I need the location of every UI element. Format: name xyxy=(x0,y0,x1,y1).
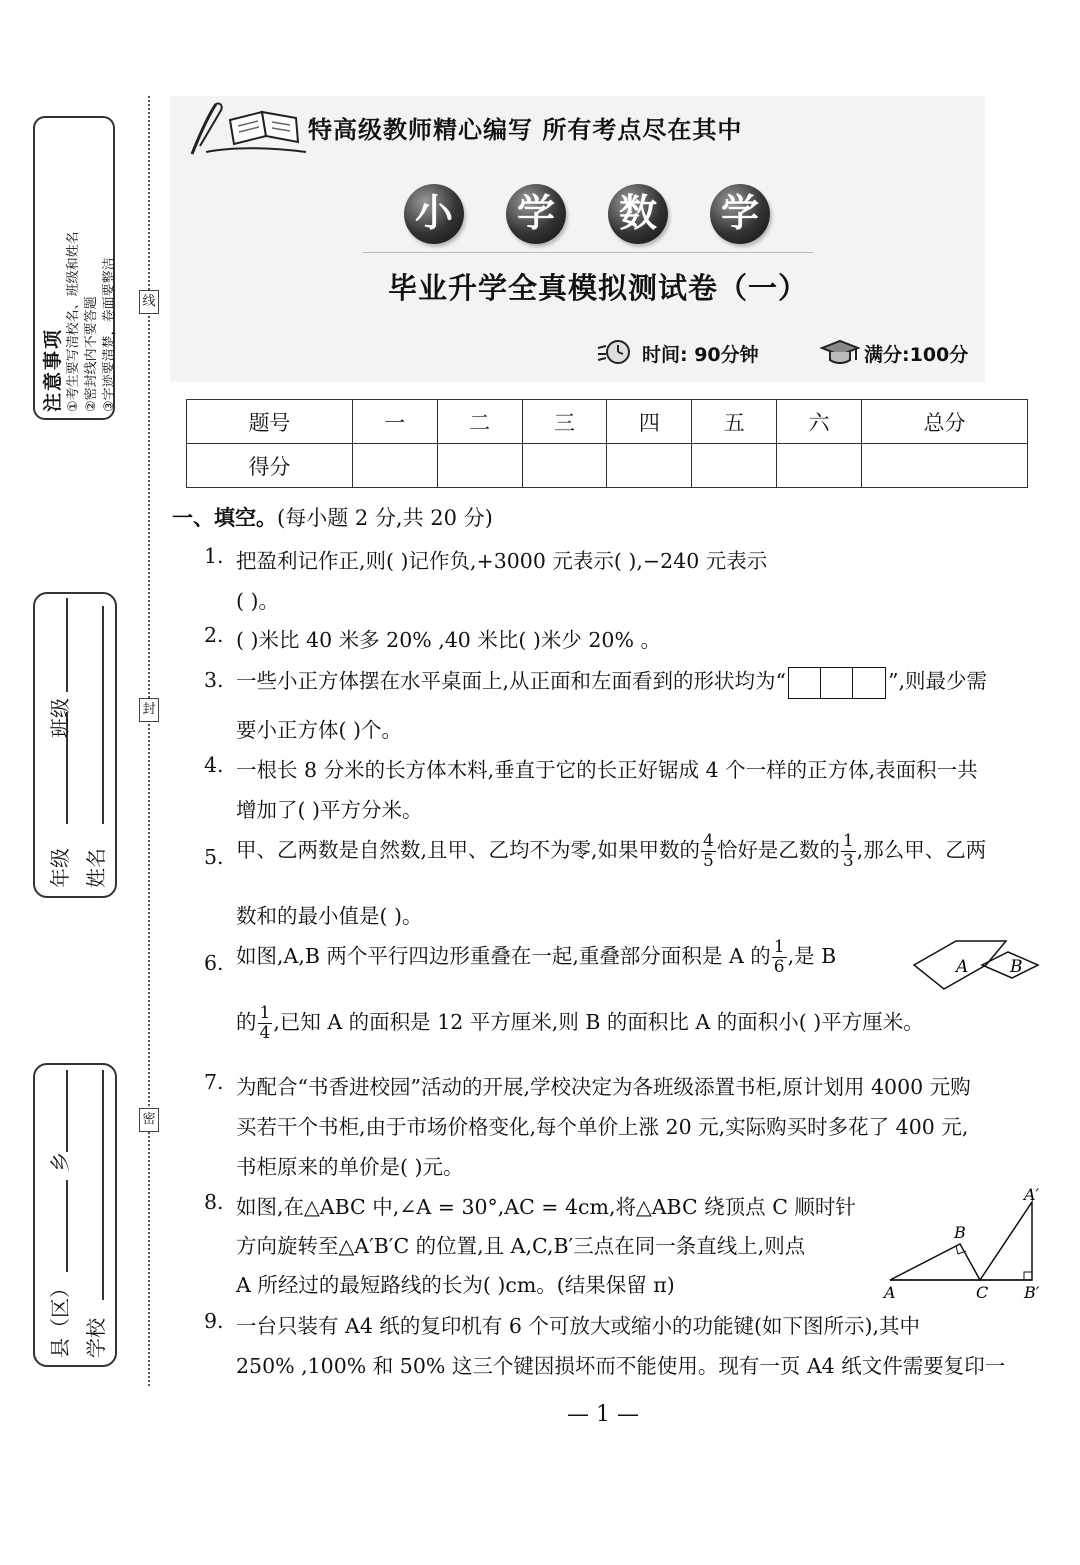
page-number: — 1 — xyxy=(567,1402,639,1427)
q1-line-2: ( )。 xyxy=(236,589,280,613)
notice-item-2: ②密封线内不要答题 xyxy=(84,296,99,412)
class-blank xyxy=(66,598,68,692)
class-label: 班级 xyxy=(48,698,72,738)
score-row-label: 得分 xyxy=(187,444,353,488)
q4-line-2: 增加了( )平方分米。 xyxy=(236,798,423,822)
full-score: 满分:100分 xyxy=(864,344,969,366)
q8-line-1: 如图,在△ABC 中,∠A = 30°,AC = 4cm,将△ABC 绕顶点 C 顺时针 xyxy=(236,1195,856,1219)
q1-number: 1. xyxy=(204,544,224,568)
county-label: 县（区） xyxy=(48,1278,72,1358)
time-limit: 时间: 90分钟 xyxy=(642,344,759,366)
q3-line-2: 要小正方体( )个。 xyxy=(236,718,403,742)
score-table-header: 六 xyxy=(777,400,862,444)
q3-text-a: 一些小正方体摆在水平桌面上,从正面和左面看到的形状均为“ xyxy=(236,669,786,693)
figure-label-a: A xyxy=(956,957,969,977)
q5-text-b: 恰好是乙数的 xyxy=(716,838,840,862)
q7-number: 7. xyxy=(204,1070,224,1094)
q7-line-3: 书柜原来的单价是( )元。 xyxy=(236,1155,464,1179)
q4-line-1: 一根长 8 分米的长方体木料,垂直于它的长正好锯成 4 个一样的正方体,表面积一共 xyxy=(236,758,978,782)
q3-number: 3. xyxy=(204,668,224,692)
q6-text-d: ,已知 A 的面积是 12 平方厘米,则 B 的面积比 A 的面积小( )平方厘米。 xyxy=(273,1010,924,1034)
score-table-header: 三 xyxy=(522,400,607,444)
seal-char-feng: 封 xyxy=(139,698,159,722)
township-label: 乡 xyxy=(48,1152,72,1172)
figure-label-c-vertex: C xyxy=(976,1283,989,1302)
score-cell[interactable] xyxy=(862,444,1028,488)
q8-line-3: A 所经过的最短路线的长为( )cm。(结果保留 π) xyxy=(236,1273,675,1297)
subject-char-3: 数 xyxy=(608,184,668,244)
book-pen-icon xyxy=(186,96,308,160)
score-cell[interactable] xyxy=(437,444,522,488)
figure-label-a-prime: A′ xyxy=(1024,1185,1040,1204)
q3-line-1 xyxy=(236,664,987,699)
q5-text-a: 甲、乙两数是自然数,且甲、乙均不为零,如果甲数的 xyxy=(236,838,701,862)
q9-number: 9. xyxy=(204,1309,224,1333)
notice-item-1: ①考生要写清校名、班级和姓名 xyxy=(66,231,81,412)
score-table-header: 一 xyxy=(352,400,437,444)
q7-line-2: 买若干个书柜,由于市场价格变化,每个单价上涨 20 元,实际购买时多花了 400 元, xyxy=(236,1115,969,1139)
parallelograms-figure xyxy=(910,938,1044,992)
score-table-header: 总分 xyxy=(862,400,1028,444)
school-blank xyxy=(102,1070,104,1300)
three-squares-figure xyxy=(788,667,886,699)
q5-line-2: 数和的最小值是( )。 xyxy=(236,904,423,928)
graduation-cap-icon xyxy=(818,338,862,366)
score-cell[interactable] xyxy=(352,444,437,488)
score-table-score-row xyxy=(187,444,1028,488)
section-1-note: (每小题 2 分,共 20 分) xyxy=(277,506,493,530)
q2-number: 2. xyxy=(204,623,224,647)
figure-label-b-vertex: B xyxy=(954,1223,966,1242)
triangle-rotation-figure xyxy=(880,1184,1050,1302)
q6-line-2 xyxy=(236,1004,924,1043)
figure-label-b-prime: B′ xyxy=(1024,1283,1040,1302)
score-table-header: 五 xyxy=(692,400,777,444)
county-blank xyxy=(66,1180,68,1272)
fraction-4-5: $\frac{4}{5}$ xyxy=(703,831,714,871)
score-table-header: 题号 xyxy=(187,400,353,444)
fraction-1-4: $\frac{1}{4}$ xyxy=(259,1003,271,1043)
clock-icon xyxy=(596,338,636,366)
section-1-heading xyxy=(172,502,493,532)
q7-line-1: 为配合“书香进校园”活动的开展,学校决定为各班级添置书柜,原计划用 4000 元购 xyxy=(236,1075,971,1099)
subject-char-4: 学 xyxy=(710,184,770,244)
subject-char-1: 小 xyxy=(404,184,464,244)
q6-number: 6. xyxy=(204,951,224,975)
notice-title: 注意事项 xyxy=(42,327,64,412)
subject-char-2: 学 xyxy=(506,184,566,244)
q3-text-b: ”,则最少需 xyxy=(888,669,987,693)
seal-char-mi: 密 xyxy=(139,1108,159,1132)
q8-number: 8. xyxy=(204,1190,224,1214)
q9-line-1: 一台只装有 A4 纸的复印机有 6 个可放大或缩小的功能键(如下图所示),其中 xyxy=(236,1314,920,1338)
q6-line-1 xyxy=(236,938,836,977)
q2-line-1: ( )米比 40 米多 20% ,40 米比( )米少 20% 。 xyxy=(236,628,661,652)
q9-line-2: 250% ,100% 和 50% 这三个键因损坏而不能使用。现有一页 A4 纸文件需要复印一 xyxy=(236,1354,1006,1378)
q6-text-b: ,是 B xyxy=(787,944,837,968)
section-1-title: 一、填空。 xyxy=(172,506,277,530)
name-label: 姓名 xyxy=(84,848,108,888)
q6-text-a: 如图,A,B 两个平行四边形重叠在一起,重叠部分面积是 A 的 xyxy=(236,944,771,968)
q5-text-c: ,那么甲、乙两 xyxy=(856,838,987,862)
tagline: 特高级教师精心编写 所有考点尽在其中 xyxy=(308,116,743,144)
score-cell[interactable] xyxy=(777,444,862,488)
score-table-header-row xyxy=(187,400,1028,444)
school-label: 学校 xyxy=(84,1318,108,1358)
q5-number: 5. xyxy=(204,845,224,869)
title-separator xyxy=(362,252,814,253)
township-blank xyxy=(66,1070,68,1152)
q8-line-2: 方向旋转至△A′B′C 的位置,且 A,C,B′三点在同一条直线上,则点 xyxy=(236,1234,806,1258)
score-cell[interactable] xyxy=(692,444,777,488)
notice-item-3: ③字迹要清楚，卷面要整洁 xyxy=(102,257,117,412)
figure-label-a-vertex: A xyxy=(884,1283,896,1302)
q5-line-1 xyxy=(236,832,986,871)
q6-text-c: 的 xyxy=(236,1010,257,1034)
exam-title: 毕业升学全真模拟测试卷（一） xyxy=(388,271,809,305)
score-cell[interactable] xyxy=(522,444,607,488)
fraction-1-6: $\frac{1}{6}$ xyxy=(773,937,785,977)
score-table-header: 二 xyxy=(437,400,522,444)
q1-line-1: 把盈利记作正,则( )记作负,+3000 元表示( ),−240 元表示 xyxy=(236,549,768,573)
q4-number: 4. xyxy=(204,753,224,777)
score-table xyxy=(186,399,1028,488)
score-table-header: 四 xyxy=(607,400,692,444)
name-blank xyxy=(102,606,104,824)
grade-label: 年级 xyxy=(48,848,72,888)
score-cell[interactable] xyxy=(607,444,692,488)
fraction-1-3: $\frac{1}{3}$ xyxy=(842,831,854,871)
figure-label-b: B xyxy=(1010,957,1023,977)
seal-char-xian: 线 xyxy=(139,290,159,314)
